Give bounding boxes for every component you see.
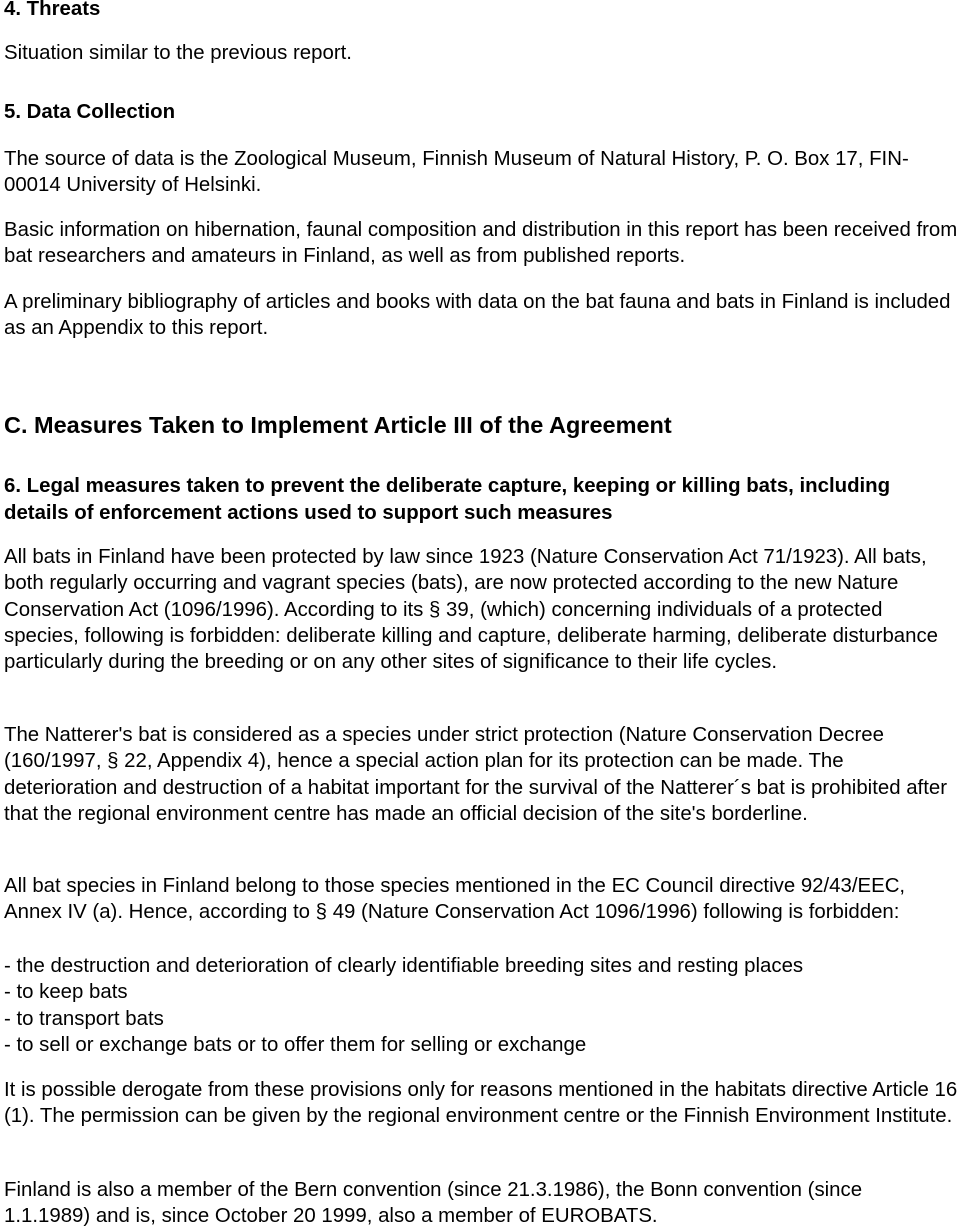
legal-paragraph-ec-directive: All bat species in Finland belong to those species mentioned in the EC Council directive 92/43/EEC, Annex IV (a). Hence, according to § 49 (Nature Conservation Act 1096/1996) following is forbidden: bbox=[4, 875, 906, 924]
data-collection-paragraph-source: The source of data is the Zoological Museum, Finnish Museum of Natural History, P. O. Box 17, FIN-00014 University of Helsinki. bbox=[4, 148, 909, 197]
threats-paragraph: Situation similar to the previous report. bbox=[4, 42, 352, 64]
forbidden-actions-list bbox=[4, 953, 960, 1058]
list-item: - to transport bats bbox=[4, 1007, 164, 1030]
list-item: - to keep bats bbox=[4, 981, 128, 1004]
part-c-heading: C. Measures Taken to Implement Article III of the Agreement bbox=[4, 412, 672, 438]
section-heading-data-collection: 5. Data Collection bbox=[4, 101, 176, 123]
legal-paragraph-natterers-bat: The Natterer's bat is considered as a species under strict protection (Nature Conservation Decree (160/1997, § 22, Appendix 4), hence a special action plan for its protection can be made. The deterioration and destruction of a habitat important for the survival of the Natterer´s bat is prohibited after that the regional environment centre has made an official decision of the site's borderline. bbox=[4, 724, 948, 825]
data-collection-paragraph-basic-information: Basic information on hibernation, faunal composition and distribution in this report has been received from bat researchers and amateurs in Finland, as well as from published reports. bbox=[4, 219, 958, 268]
section-heading-threats: 4. Threats bbox=[4, 0, 101, 20]
section-heading-legal-measures: 6. Legal measures taken to prevent the deliberate capture, keeping or killing bats, including details of enforcement actions used to support such measures bbox=[4, 475, 891, 524]
list-item: - to sell or exchange bats or to offer them for selling or exchange bbox=[4, 1033, 587, 1056]
legal-paragraph-derogation: It is possible derogate from these provisions only for reasons mentioned in the habitats directive Article 16 (1). The permission can be given by the regional environment centre or the Finnish Environment Institute. bbox=[4, 1079, 958, 1128]
legal-paragraph-conventions: Finland is also a member of the Bern convention (since 21.3.1986), the Bonn convention (since 1.1.1989) and is, since October 20 1999, also a member of EUROBATS. bbox=[4, 1179, 863, 1228]
data-collection-paragraph-bibliography: A preliminary bibliography of articles and books with data on the bat fauna and bats in Finland is included as an Appendix to this report. bbox=[4, 291, 951, 340]
legal-paragraph-protection-history: All bats in Finland have been protected by law since 1923 (Nature Conservation Act 71/1923). All bats, both regularly occurring and vagrant species (bats), are now protected according to the new Nature Conservation Act (1096/1996). According to its § 39, (which) concerning individuals of a protected species, following is forbidden: deliberate killing and capture, deliberate harming, deliberate disturbance particularly during the breeding or on any other sites of significance to their life cycles. bbox=[4, 546, 938, 674]
list-item: - the destruction and deterioration of clearly identifiable breeding sites and resting places bbox=[4, 955, 804, 977]
